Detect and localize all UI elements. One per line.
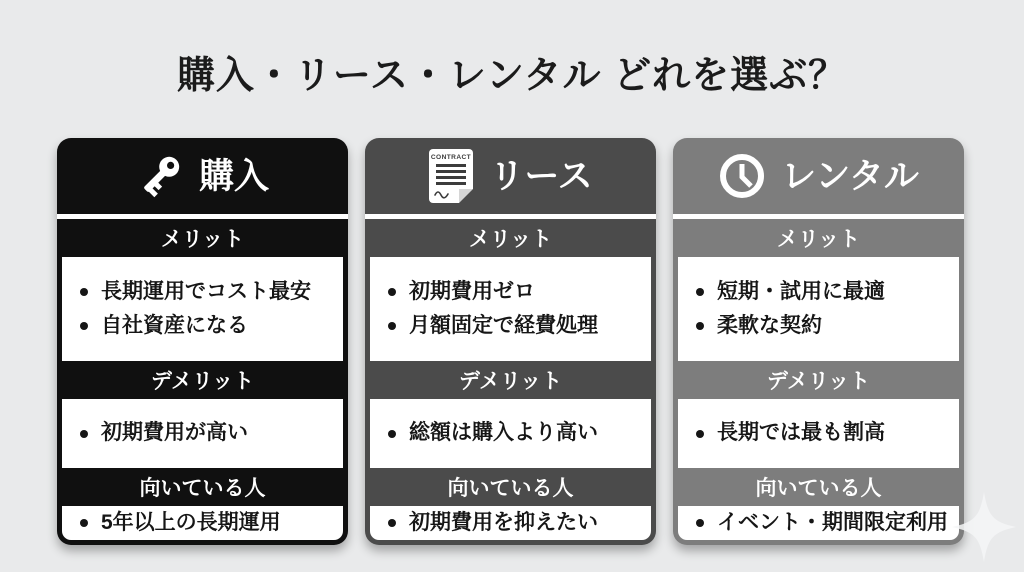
list-item [80, 279, 337, 305]
bullet-dot [80, 519, 88, 527]
list-item-text: イベント・期間限定利用 [717, 511, 948, 534]
list-item [696, 420, 953, 446]
list-item-text: 初期費用が高い [101, 421, 248, 445]
list-item [388, 420, 645, 446]
list-item-text: 自社資産になる [101, 314, 248, 337]
list-item [388, 313, 645, 339]
merit-list [370, 257, 651, 361]
page-title: 購入・リース・レンタル どれを選ぶ？ [176, 55, 848, 97]
clock-icon [718, 152, 766, 200]
list-item [80, 313, 337, 339]
comparison-cards [57, 138, 964, 545]
merit-list [678, 257, 959, 361]
list-item [696, 510, 953, 536]
bullet-dot [696, 519, 704, 527]
suited-list [62, 506, 343, 540]
demerit-band: デメリット [150, 370, 255, 393]
key-icon [136, 152, 184, 200]
bullet-dot [80, 288, 88, 296]
bullet-dot [696, 430, 704, 438]
list-item-text: 初期費用を抑えたい [409, 511, 598, 534]
merit-band: メリット [160, 228, 245, 251]
bullet-dot [696, 322, 704, 330]
list-item-text: 長期運用でコスト最安 [101, 279, 311, 303]
bullet-dot [696, 288, 704, 296]
bullet-dot [388, 322, 396, 330]
demerit-list [62, 399, 343, 468]
suited-band: 向いている人 [447, 477, 574, 500]
bullet-dot [388, 519, 396, 527]
demerit-list [678, 399, 959, 468]
demerit-list [370, 399, 651, 468]
card-title: リース [489, 156, 593, 196]
merit-band: メリット [776, 228, 861, 251]
list-item-text: 月額固定で経費処理 [409, 314, 598, 337]
demerit-band: デメリット [766, 370, 871, 393]
card-rental-header [678, 138, 959, 214]
list-item [388, 510, 645, 536]
contract-label: CONTRACT [431, 154, 472, 161]
card-purchase [57, 138, 348, 545]
card-lease [365, 138, 656, 545]
merit-list [62, 257, 343, 361]
list-item-text: 初期費用ゼロ [409, 279, 535, 303]
list-item-text: 柔軟な契約 [717, 314, 822, 337]
suited-band: 向いている人 [755, 477, 882, 500]
list-item [80, 510, 337, 536]
bullet-dot [388, 288, 396, 296]
demerit-band: デメリット [458, 370, 563, 393]
card-rental [673, 138, 964, 545]
list-item-text: 長期では最も割高 [717, 421, 885, 445]
sparkle-icon [952, 492, 1016, 562]
list-item-text: 総額は購入より高い [409, 421, 598, 445]
card-title: 購入 [198, 156, 269, 196]
bullet-dot [80, 322, 88, 330]
list-item [696, 279, 953, 305]
bullet-dot [388, 430, 396, 438]
suited-band: 向いている人 [139, 477, 266, 500]
card-lease-header [370, 138, 651, 214]
list-item [696, 313, 953, 339]
merit-band: メリット [468, 228, 553, 251]
card-title: レンタル [781, 156, 919, 196]
list-item-text: 5年以上の長期運用 [101, 511, 281, 534]
suited-list [370, 506, 651, 540]
list-item-text: 短期・試用に最適 [717, 279, 885, 303]
card-purchase-header [62, 138, 343, 214]
bullet-dot [80, 430, 88, 438]
contract-icon [428, 148, 474, 204]
suited-list [678, 506, 959, 540]
list-item [388, 279, 645, 305]
list-item [80, 420, 337, 446]
